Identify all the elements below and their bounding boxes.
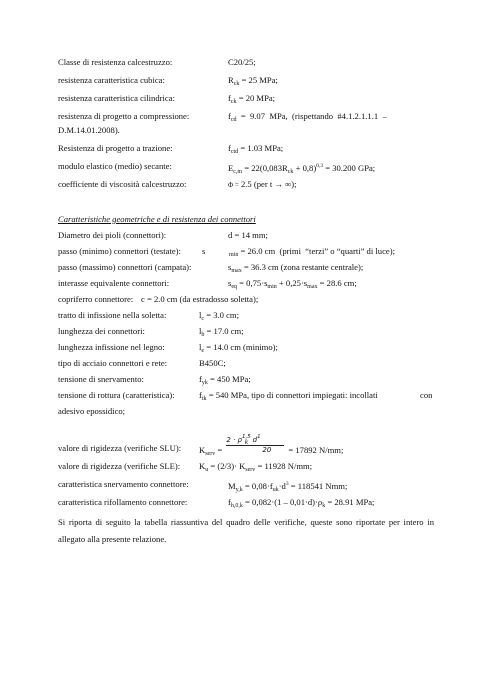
label-stiffness-slu: valore di rigidezza (verifiche SLU): (58, 443, 182, 453)
label-fck: resistenza caratteristica cilindrica: (58, 93, 175, 103)
value-fyk: $f_{yk} = 450$ MPa; (199, 374, 251, 386)
label-adhesive: adesivo epossidico; (58, 406, 126, 416)
label-pitch-min: passo (minimo) connettori (testate): (58, 246, 181, 256)
value-cover: c = 2.0 cm (da estradosso soletta); (141, 294, 259, 304)
value-lc: $l_c = 3.0$ cm; (199, 310, 239, 322)
label-diameter: Diametro dei pioli (connettori): (58, 230, 167, 240)
label-steel-type: tipo di acciaio connettori e rete: (58, 358, 168, 368)
label-stiffness-sle: valore di rigidezza (verifiche SLE): (58, 461, 181, 471)
value-ftk-tail: con (420, 390, 433, 400)
label-ftk: tensione di rottura (caratteristica): (58, 390, 175, 400)
label-ecm: modulo elastico (medio) secante: (58, 161, 172, 171)
label-pitch-max: passo (massimo) connettori (campata): (58, 262, 192, 272)
value-steel-type: B450C; (199, 358, 226, 368)
label-pitch-eq: interasse equivalente connettori: (58, 278, 170, 288)
label-fyk: tensione di snervamento: (58, 374, 144, 384)
value-diameter: d = 14 mm; (228, 230, 268, 240)
value-yield-moment: $M_{y,k} = 0,08\cdot f_{uk}\cdot d^3 = 118541$ Nmm; (228, 481, 348, 493)
value-pitch-min: s $_{min}$ = 26.0 cm (primi “terzi” o “quarti” di luce); (202, 246, 395, 258)
label-fcd: resistenza di progetto a compressione: (58, 111, 190, 121)
label-lb: lunghezza dei connettori: (58, 326, 145, 336)
value-ftk: $f_{tk} = 540$ MPa, tipo di connettori impiegati: incollati (199, 390, 378, 402)
label-concrete-class: Classe di resistenza calcestruzzo: (58, 57, 173, 67)
label-embedment: caratteristica rifollamento connettore: (58, 497, 188, 507)
section-title: Caratteristiche geometriche e di resistenza dei connettori (58, 214, 256, 224)
value-creep: Φ = 2.5 (per t → ∞); (228, 179, 297, 189)
label-lc: tratto di infissione nella soletta: (58, 310, 167, 320)
value-pitch-eq: $s_{eq} = 0,75\cdot s_{min} + 0,25\cdot s_{max} = 28.6$ cm; (228, 278, 357, 290)
stiffness-fraction: $2 \cdot \rho^{1,5}k$ $d^1$ 20 (224, 443, 288, 453)
value-fck: $f_{ck} = 20$ MPa; (228, 93, 276, 105)
value-concrete-class: C20/25; (228, 57, 256, 67)
value-lb: $l_b = 17.0$ cm; (199, 326, 244, 338)
value-pitch-max: $s_{max} = 36.3$ cm (zona restante centrale); (228, 262, 364, 274)
label-creep: coefficiente di viscosità calcestruzzo: (58, 179, 187, 189)
value-stiffness-sle: $K_u = (2/3)\cdot K_{serv} = 11928$ N/mm; (199, 461, 313, 473)
value-embedment: $f_{h,0,k} = 0,082\cdot(1 - 0,01\cdot d)\cdot\rho_k = 28.91$ MPa; (228, 497, 375, 509)
value-rck: $R_{ck} = 25$ MPa; (228, 75, 278, 87)
value-fcd: $f_{cd} = 9.07$ MPa, (rispettando #4.1.2.1.1.1 – (228, 111, 387, 123)
label-yield-moment: caratteristica snervamento connettore: (58, 479, 189, 489)
label-rck: resistenza caratteristica cubica: (58, 75, 165, 85)
label-dm-ref: D.M.14.01.2008). (58, 125, 120, 135)
label-fctd: Resistenza di progetto a trazione: (58, 143, 173, 153)
label-cover: copriferro connettore: (58, 294, 134, 304)
value-le: $l_e = 14.0$ cm (minimo); (199, 342, 278, 354)
value-fctd: $f_{ctd} = 1.03$ MPa; (228, 143, 284, 155)
closing-paragraph: Si riporta di seguito la tabella riassuntiva del quadro delle verifiche, queste sono riportate per intero in allegato alla presente relazione. (58, 517, 434, 544)
value-stiffness-slu: $K_{serv}$ = $2 \cdot \rho^{1,5}k$ $d^1$ 20 = 17892 N/mm; (199, 434, 344, 457)
label-le: lunghezza infissione nel legno: (58, 342, 165, 352)
value-ecm: $E_{c,m} = 22(0,083R_{ck} + 0,8)^{0,3} = 30.200$ GPa; (228, 163, 376, 175)
